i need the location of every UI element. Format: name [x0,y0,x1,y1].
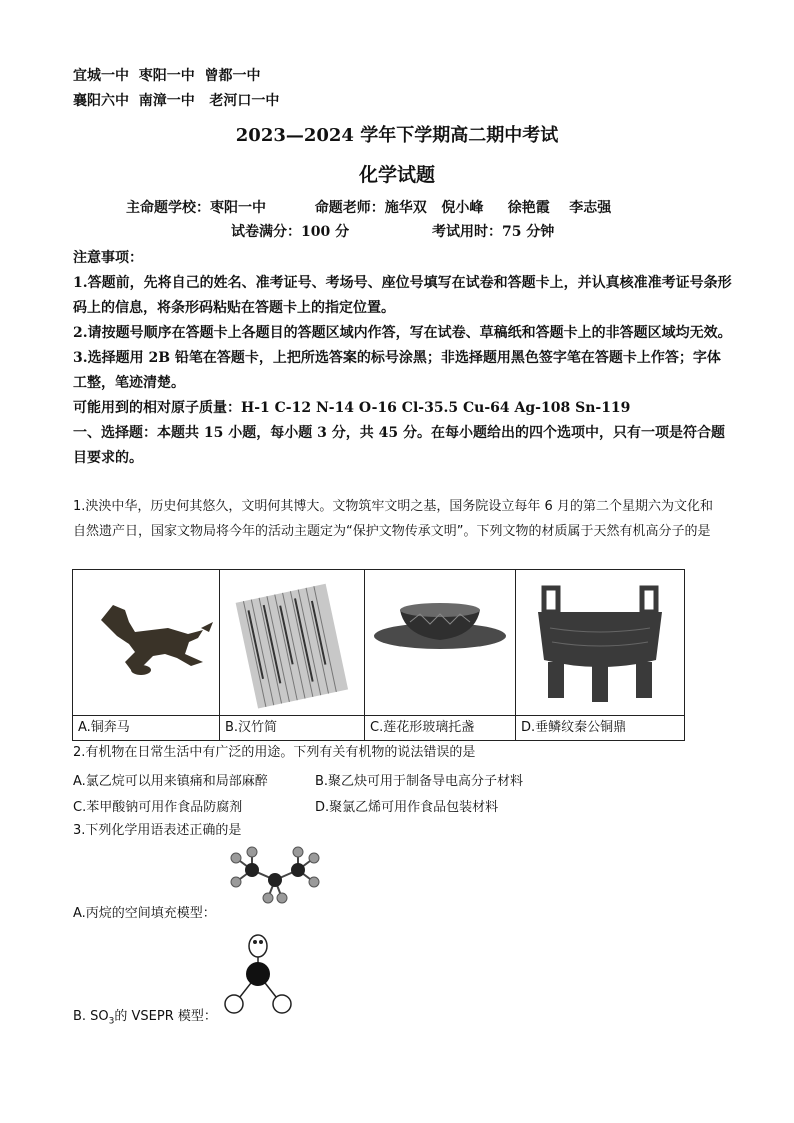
question-2-stem: 2.有机物在日常生活中有广泛的用途。下列有关有机物的说法错误的是 [73,745,476,760]
option-b-label: B.汉竹简 [220,716,365,741]
setter-line: 主命题学校：枣阳一中 命题老师：施华双 倪小峰 徐艳霞 李志强 [126,200,612,216]
notes-item-2: 2.请按题号顺序在答题卡上各题目的答题区域内作答，写在试卷、草稿纸和答题卡上的非答题区域均无效。 [73,325,732,341]
question-3-option-a: A.丙烷的空间填充模型： [73,906,216,921]
bronze-ding-image [516,570,684,715]
question-1-stem: 1.泱泱中华，历史何其悠久，文明何其博大。文物筑牢文明之基，国务院设立每年 6 月的第二个星期六为文化和自然遗产日，国家文物局将今年的活动主题定为“保护文物传承文明”。下列文物的材质属于天然有机高分子的是 [73,499,713,539]
option-c-label: C.莲花形玻璃托盏 [365,716,516,741]
question-2-option-c: C.苯甲酸钠可用作食品防腐剂 [73,800,243,815]
question-2-option-d: D.聚氯乙烯可用作食品包装材料 [315,800,499,815]
artifact-c-cell [365,570,516,716]
artifact-b-cell [220,570,365,716]
school-list [73,64,279,114]
question-2-option-b: B.聚乙炔可用于制备导电高分子材料 [315,774,524,789]
school-list-line-2: 襄阳六中 南漳一中 老河口一中 [73,93,280,109]
option-a-label: A.铜奔马 [73,716,220,741]
question-1-artifact-table [72,569,685,741]
bamboo-slips-image [220,570,364,715]
exam-title: 2023—2024 学年下学期高二期中考试 [235,125,559,146]
propane-model-image [222,840,328,910]
subject-title: 化学试题 [358,164,435,186]
school-list-line-1: 宜城一中 枣阳一中 曾都一中 [73,68,261,84]
option-b-prefix: B. SO [73,1009,109,1024]
option-b-suffix: 的 VSEPR 模型： [114,1009,217,1024]
notes-item-3: 3.选择题用 2B 铅笔在答题卡，上把所选答案的标号涂黑；非选择题用黑色签字笔在答题卡上作答；字体工整，笔迹清楚。 [73,350,721,391]
so3-vsepr-model-image [220,932,296,1022]
artifact-d-cell [516,570,685,716]
notes-heading: 注意事项： [73,250,143,266]
glass-cup-saucer-image [365,570,515,715]
question-3-option-b [73,1005,217,1027]
question-2-option-a: A.氯乙烷可以用来镇痛和局部麻醉 [73,774,268,789]
artifact-a-cell [73,570,220,716]
section-title: 一、选择题：本题共 15 小题，每小题 3 分，共 45 分。在每小题给出的四个选项中，只有一项是符合题目要求的。 [73,425,725,466]
exam-notes [73,246,733,471]
question-3-stem: 3.下列化学用语表述正确的是 [73,823,242,838]
option-b-subscript: 3 [108,1016,115,1027]
option-d-label: D.垂鳞纹秦公铜鼎 [516,716,685,741]
score-time-line: 试卷满分：100 分 考试用时：75 分钟 [231,224,555,240]
atomic-masses: 可能用到的相对原子质量：H-1 C-12 N-14 O-16 Cl-35.5 Cu-64 Ag-108 Sn-119 [73,400,631,416]
bronze-horse-image [73,570,219,715]
notes-item-1: 1.答题前，先将自己的姓名、准考证号、考场号、座位号填写在试卷和答题卡上，并认真核准准考证号条形码上的信息，将条形码粘贴在答题卡上的指定位置。 [73,275,732,316]
